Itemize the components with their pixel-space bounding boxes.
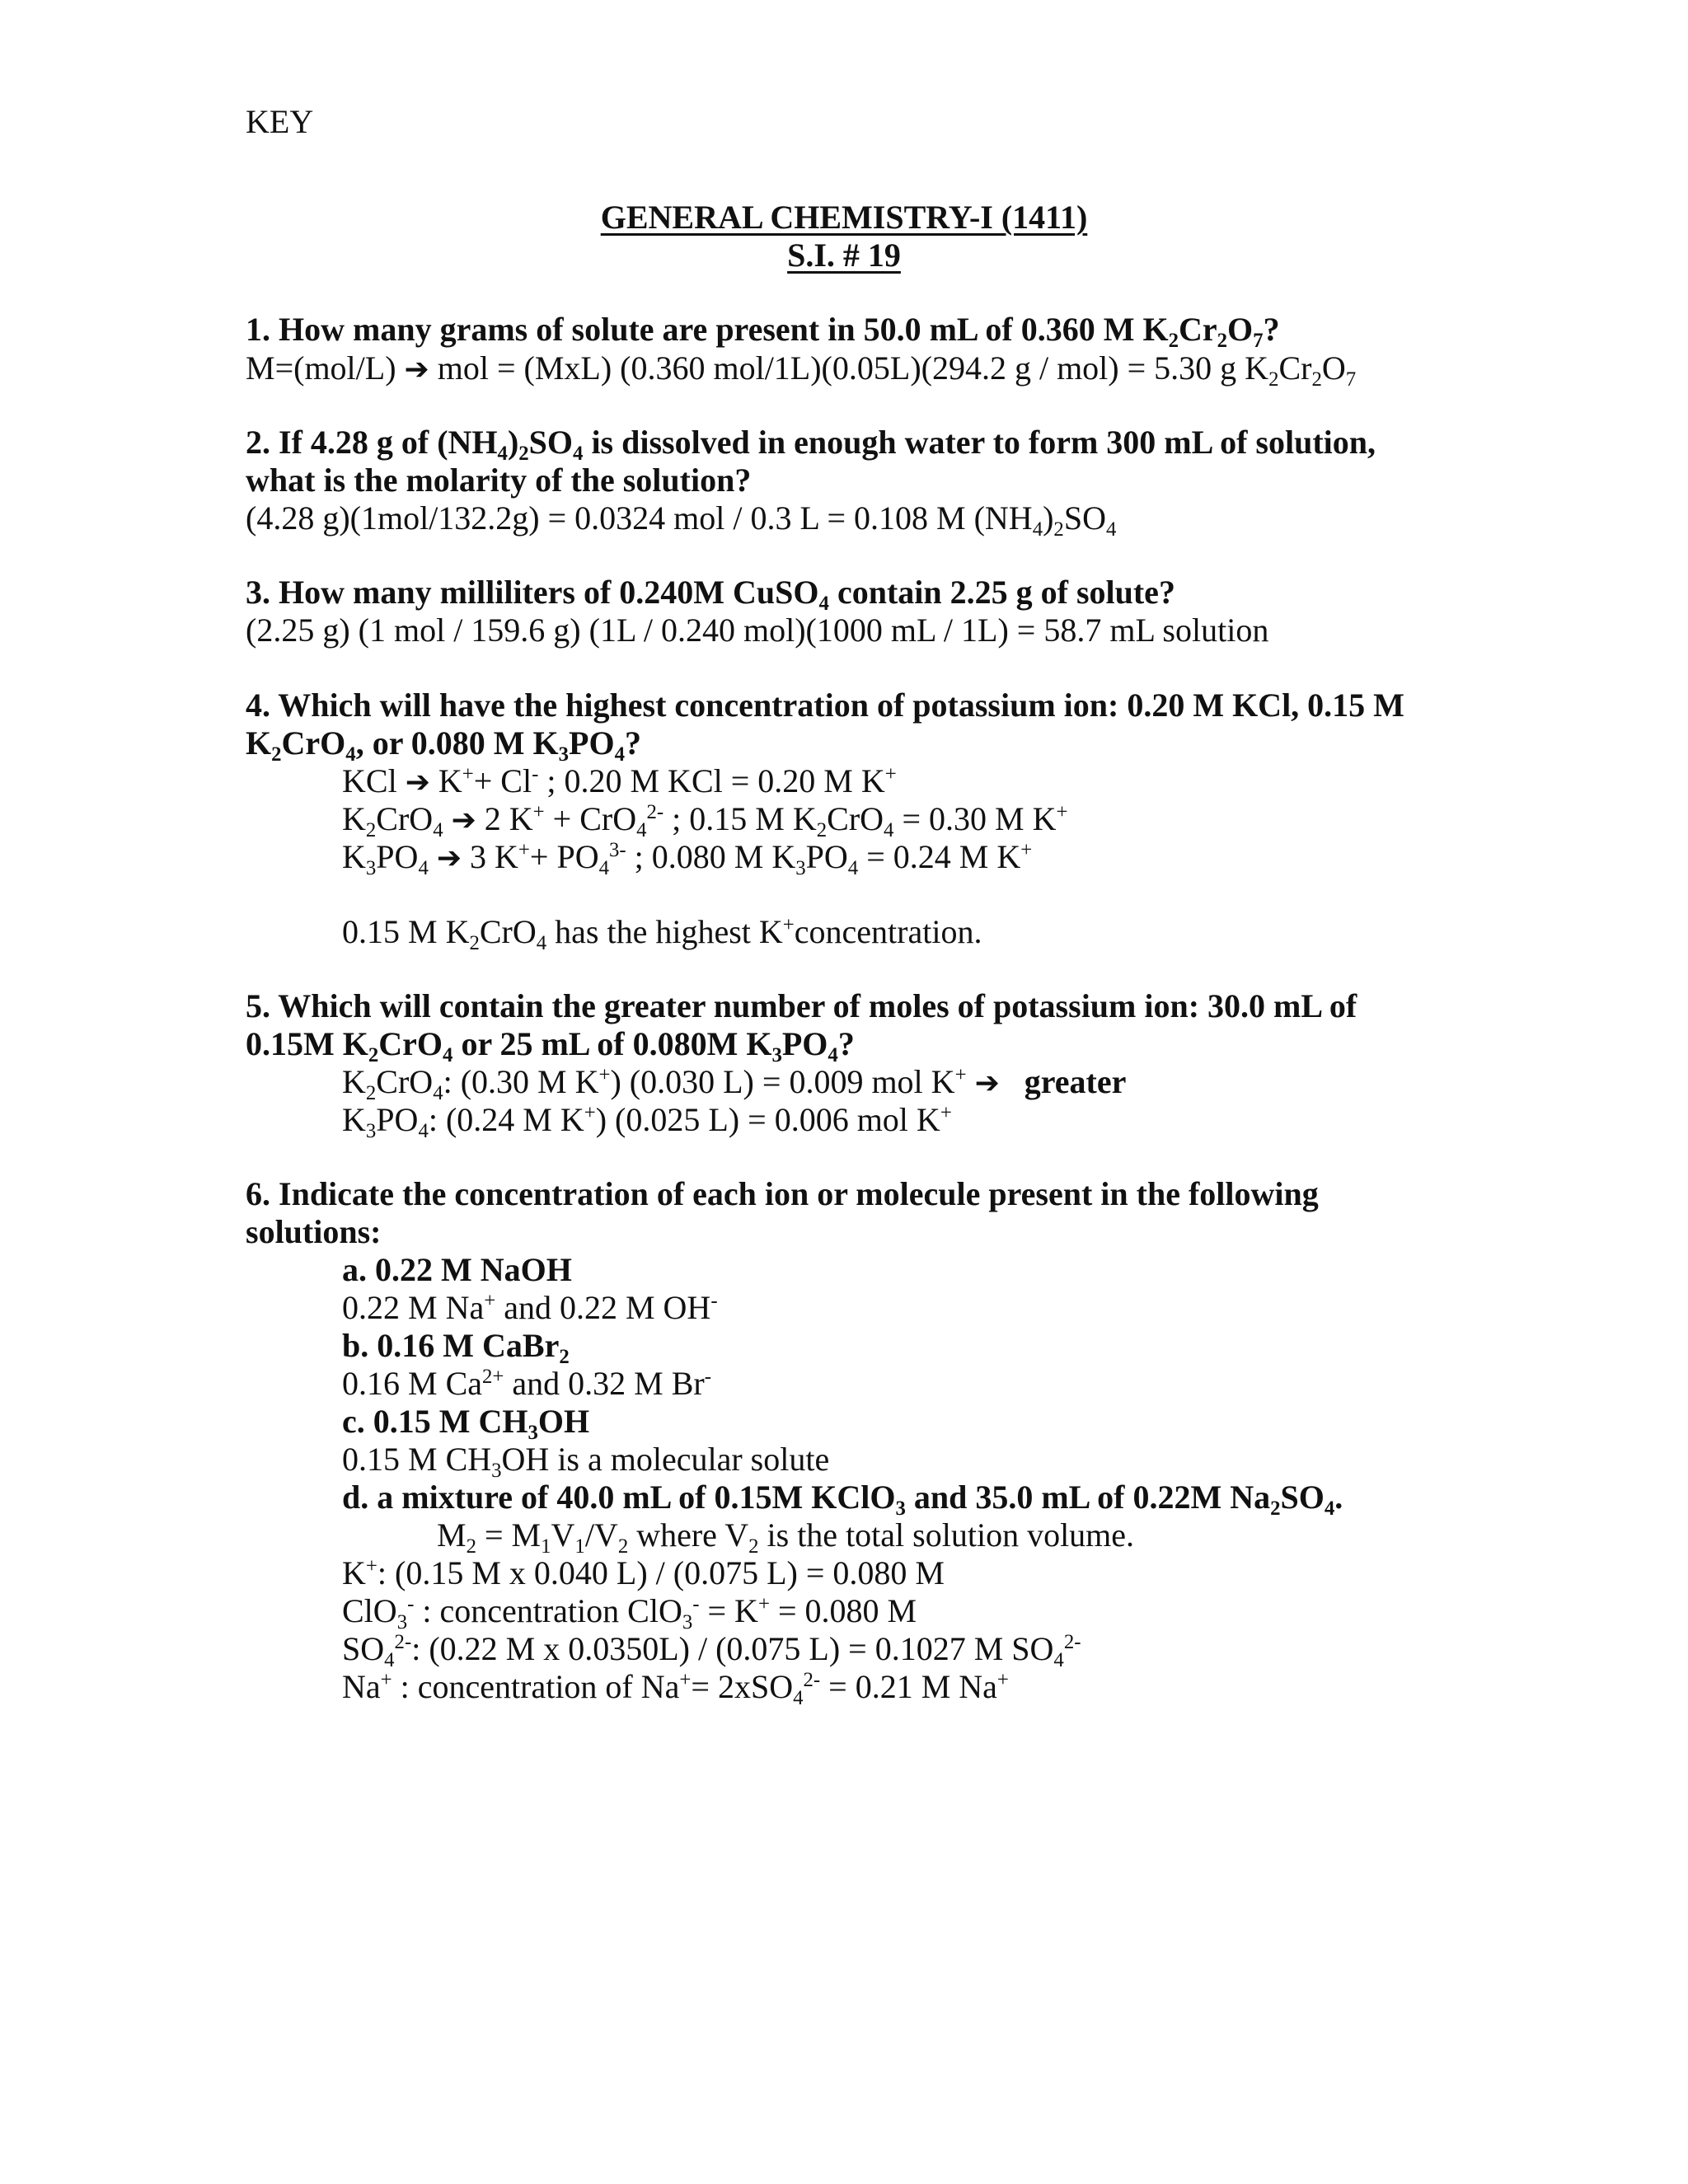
question-6-line-1: 6. Indicate the concentration of each ion or molecule present in the following: [246, 1175, 1319, 1212]
part-c-answer: 0.15 M $CH_3OH$ is a molecular solute: [342, 1441, 830, 1482]
question-5-line-2: 0.15M $K_2CrO_4$ or 25 mL of 0.080M $K_3PO_4$?: [246, 1025, 855, 1066]
answer-3: (2.25 g) (1 mol / 159.6 g) (1L / 0.240 mol)(1000 mL / 1L) = 58.7 mL solution: [246, 612, 1269, 649]
answer-5-line-2: $K_3PO_4$: (0.24 M K+) (0.025 L) = 0.006 mol K+: [342, 1101, 952, 1142]
question-1: 1. How many grams of solute are present in 50.0 mL of 0.360 M $K_2Cr_2O_7$?: [246, 311, 1280, 352]
part-d-label: d. a mixture of 40.0 mL of 0.15M KClO$_3$ and 35.0 mL of 0.22M $Na_2SO_4$.: [342, 1479, 1343, 1520]
question-6-line-2: solutions:: [246, 1213, 382, 1250]
right-arrow-icon: ➔: [404, 353, 429, 387]
part-a-answer: 0.22 M Na+ and 0.22 M OH-: [342, 1289, 718, 1326]
chlorate-calc: ClO$_3$- : concentration ClO$_3$- = K+ = 0.080 M: [342, 1592, 917, 1633]
dilution-formula: $M_2 = M_1V_1/V_2$ where $V_2$ is the total solution volume.: [437, 1516, 1135, 1558]
key-label: KEY: [246, 103, 314, 140]
part-c-label: c. 0.15 M $CH_3OH$: [342, 1403, 590, 1444]
answer-1: M=(mol/L) ➔ mol = (MxL) (0.360 mol/1L)(0.05L)(294.2 g / mol) = 5.30 g $K_2Cr_2O_7$: [246, 349, 1357, 391]
course-title: GENERAL CHEMISTRY-I (1411): [600, 199, 1088, 236]
question-2-line-1: 2. If 4.28 g of $(NH_4)_2SO_4$ is dissolved in enough water to form 300 mL of solution,: [246, 424, 1376, 465]
right-arrow-icon: ➔: [451, 804, 476, 837]
answer-2: (4.28 g)(1mol/132.2g) = 0.0324 mol / 0.3 L = 0.108 M $(NH_4)_2SO_4$: [246, 499, 1117, 541]
question-2-line-2: what is the molarity of the solution?: [246, 462, 752, 499]
session-number: S.I. # 19: [787, 237, 901, 274]
question-4-line-1: 4. Which will have the highest concentration of potassium ion: 0.20 M KCl, 0.15 M: [246, 687, 1404, 724]
sodium-calc: Na+ : concentration of Na+= 2xSO$_4^{2-}$ = 0.21 M Na+: [342, 1668, 1009, 1709]
right-arrow-icon: ➔: [436, 841, 462, 875]
part-b-answer: 0.16 M $Ca^{2+}$ and 0.32 M Br-: [342, 1365, 711, 1402]
potassium-calc: K+: (0.15 M x 0.040 L) / (0.075 L) = 0.080 M: [342, 1554, 945, 1591]
right-arrow-icon: ➔: [405, 766, 430, 799]
part-b-label: b. 0.16 M CaBr$_2$: [342, 1327, 570, 1368]
part-a-label: a. 0.22 M NaOH: [342, 1251, 572, 1288]
answer-4-conclusion: 0.15 M $K_2CrO_4$ has the highest K+concentration.: [342, 913, 982, 954]
greater-label: greater: [1024, 1063, 1127, 1100]
right-arrow-icon: ➔: [974, 1066, 1000, 1100]
answer-4-reaction-3: $K_3PO_4$ ➔ 3 $K^++ PO_4^{3-}$ ; 0.080 M $K_3PO_4 = 0.24$ M K+: [342, 838, 1033, 879]
answer-4-reaction-2: $K_2CrO_4$ ➔ 2 K+ + CrO$_4^{2-}$ ; 0.15 M $K_2CrO_4 = 0.30$ M K+: [342, 800, 1068, 841]
question-4-line-2: $K_2CrO_4$, or 0.080 M $K_3PO_4$?: [246, 724, 641, 766]
answer-4-reaction-1: KCl ➔ K++ Cl- ; 0.20 M KCl = 0.20 M K+: [342, 762, 897, 799]
answer-5-line-1: $K_2CrO_4$: (0.30 M K+) (0.030 L) = 0.009 mol K+ ➔ greater: [342, 1063, 1127, 1104]
question-5-line-1: 5. Which will contain the greater number of moles of potassium ion: 30.0 mL of: [246, 987, 1357, 1024]
sulfate-calc: $SO_4^{2-}$: (0.22 M x 0.0350L) / (0.075 L) = 0.1027 M $SO_4^{2-}$: [342, 1630, 1081, 1671]
question-3: 3. How many milliliters of 0.240M CuSO$_4$ contain 2.25 g of solute?: [246, 574, 1175, 615]
